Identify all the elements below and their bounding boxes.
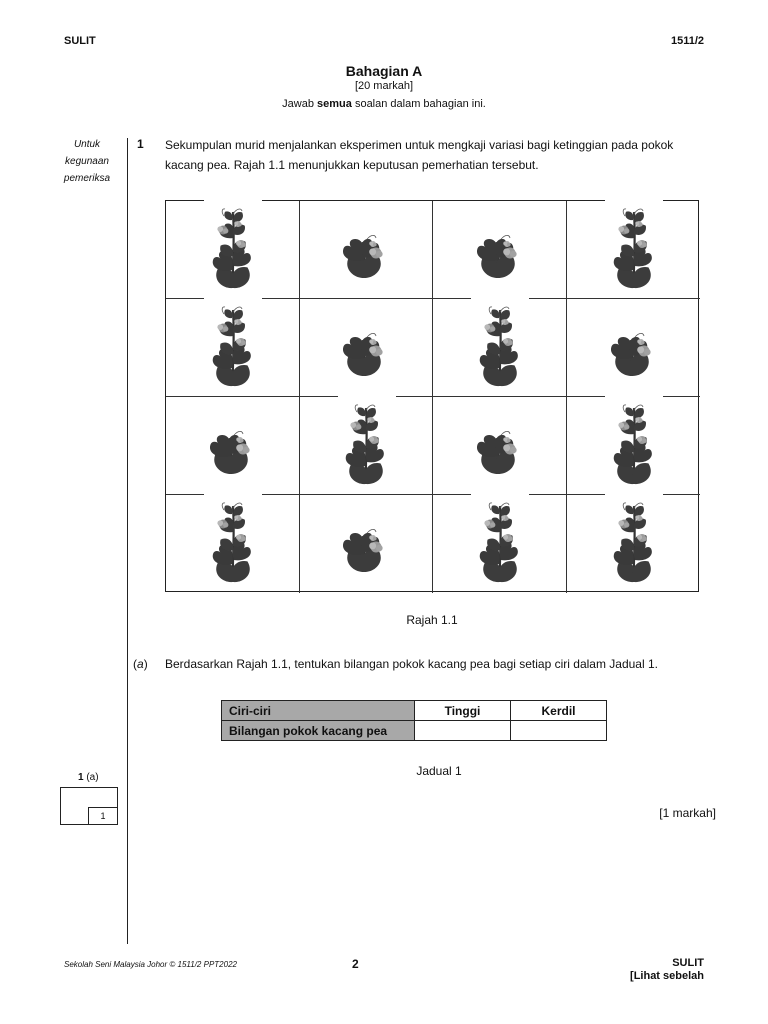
plant-cell	[166, 495, 300, 593]
table-caption: Jadual 1	[416, 764, 462, 778]
tall-pea-plant	[611, 496, 657, 584]
tall-pea-plant	[343, 398, 389, 486]
plant-cell	[433, 299, 567, 397]
header-left: SULIT	[64, 35, 96, 47]
plant-cell	[567, 495, 700, 593]
table-row	[222, 701, 607, 721]
question-number: 1	[137, 137, 144, 151]
examiner-mark-box[interactable]	[60, 787, 118, 825]
footer-school: Sekolah Seni Malaysia Johor © 1511/2 PPT2022	[64, 960, 237, 969]
short-pea-plant	[343, 220, 389, 280]
figure-caption: Rajah 1.1	[406, 613, 458, 627]
part-a-label: (a)	[133, 657, 148, 671]
plant-cell	[433, 495, 567, 593]
border-gap	[204, 297, 262, 301]
markbox-label: 1 (a)	[78, 772, 99, 783]
answer-cell-short[interactable]	[511, 721, 607, 741]
plant-cell	[300, 299, 433, 397]
table-header-characteristics: Ciri-ciri	[222, 701, 415, 721]
border-gap	[471, 297, 529, 301]
plant-cell	[300, 495, 433, 593]
tall-pea-plant	[210, 300, 256, 388]
marks-allocation: [1 markah]	[659, 806, 716, 820]
plant-cell	[166, 397, 300, 495]
footer-turn-over: [Lihat sebelah	[630, 970, 704, 982]
short-pea-plant	[343, 514, 389, 574]
short-pea-plant	[210, 416, 256, 476]
tall-pea-plant	[477, 496, 523, 584]
margin-divider	[127, 138, 128, 944]
table-header-tall: Tinggi	[415, 701, 511, 721]
tall-pea-plant	[477, 300, 523, 388]
border-gap	[605, 199, 663, 203]
table-1	[221, 700, 607, 741]
section-instruction: Jawab semua soalan dalam bahagian ini.	[282, 98, 486, 110]
tall-pea-plant	[611, 202, 657, 290]
table-row	[222, 721, 607, 741]
short-pea-plant	[611, 318, 657, 378]
plant-cell	[433, 397, 567, 495]
plant-cell	[567, 299, 700, 397]
border-gap	[605, 395, 663, 399]
header-right-code: 1511/2	[670, 35, 704, 47]
page-number: 2	[352, 957, 359, 971]
plant-cell	[433, 201, 567, 299]
short-pea-plant	[343, 318, 389, 378]
plant-cell	[300, 397, 433, 495]
plant-cell	[300, 201, 433, 299]
tall-pea-plant	[611, 398, 657, 486]
question-text: Sekumpulan murid menjalankan eksperimen untuk mengkaji variasi bagi ketinggian pada pokok kacang pea. Rajah 1.1 menunjukkan keputusan pemerhatian tersebut.	[165, 138, 674, 172]
answer-cell-tall[interactable]	[415, 721, 511, 741]
plant-cell	[567, 397, 700, 495]
part-a-question: Berdasarkan Rajah 1.1, tentukan bilangan pokok kacang pea bagi setiap ciri dalam Jadual 1.	[165, 657, 658, 671]
plant-cell	[166, 299, 300, 397]
border-gap	[471, 493, 529, 497]
plant-cell	[166, 201, 300, 299]
section-marks: [20 markah]	[354, 80, 414, 92]
short-pea-plant	[477, 416, 523, 476]
border-gap	[605, 493, 663, 497]
border-gap	[338, 395, 396, 399]
border-gap	[204, 199, 262, 203]
plant-cell	[567, 201, 700, 299]
tall-pea-plant	[210, 202, 256, 290]
section-title: Bahagian A	[345, 63, 423, 79]
table-header-short: Kerdil	[511, 701, 607, 721]
figure-pea-plants	[165, 200, 699, 592]
short-pea-plant	[477, 220, 523, 280]
max-mark: 1	[88, 807, 118, 825]
border-gap	[204, 493, 262, 497]
table-row-label-count: Bilangan pokok kacang pea	[222, 721, 415, 741]
tall-pea-plant	[210, 496, 256, 584]
examiner-use-label: Untuk kegunaan pemeriksa	[63, 139, 111, 184]
footer-classification: SULIT	[672, 957, 704, 969]
